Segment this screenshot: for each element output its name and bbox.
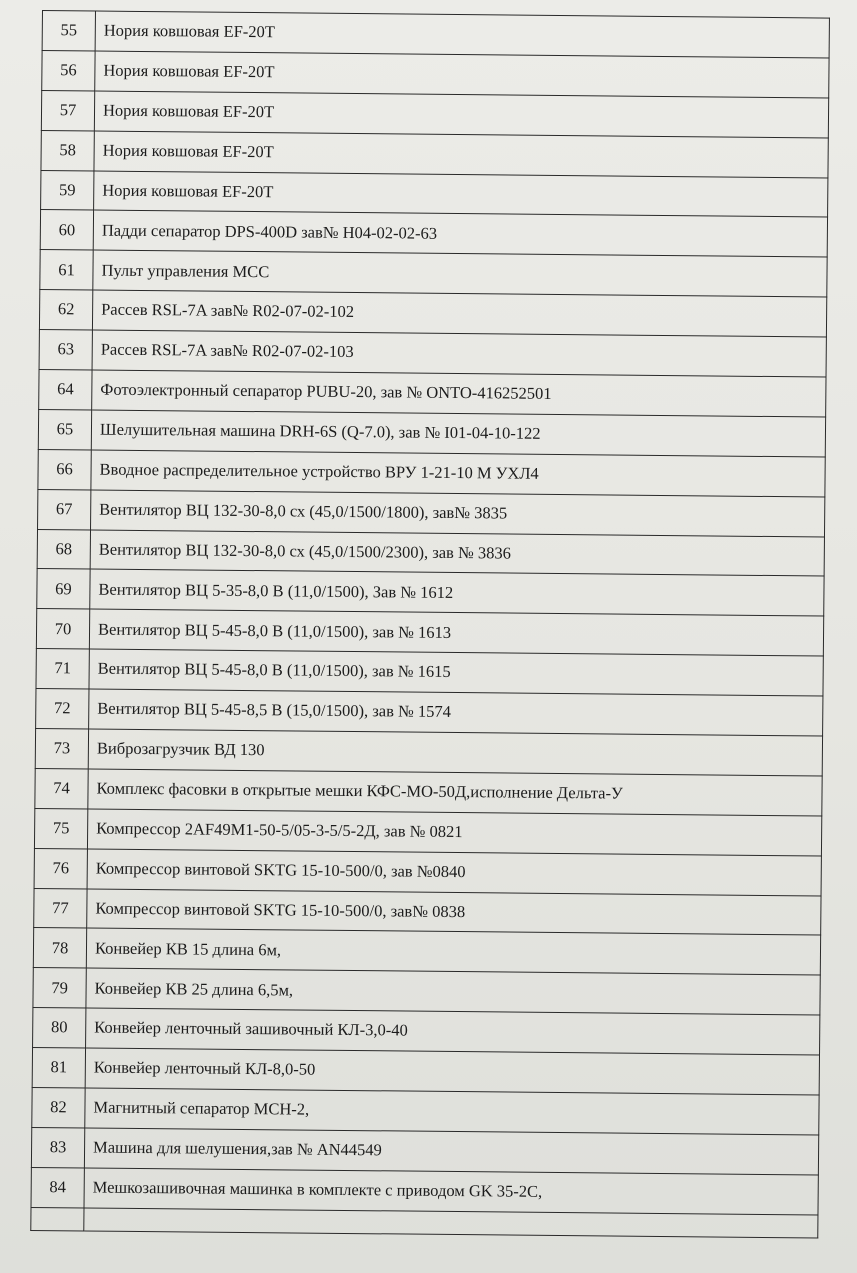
equipment-name: Конвейер ленточный КЛ-8,0-50 [85,1048,819,1095]
equipment-name: Нория ковшовая EF-20T [95,11,829,58]
equipment-name: Мешкозашивочная машинка в комплекте с приводом GK 35-2C, [84,1168,818,1215]
row-number: 69 [37,569,90,609]
equipment-name: Рассев RSL-7A зав№ R02-07-02-102 [92,290,826,337]
row-number: 78 [33,928,86,968]
row-number: 84 [31,1167,84,1207]
row-number: 68 [37,529,90,569]
equipment-table [30,10,830,1238]
row-number: 60 [40,210,93,250]
equipment-name: Компрессор 2AF49M1-50-5/05-3-5/5-2Д, зав № 0821 [87,809,821,856]
equipment-name: Вентилятор ВЦ 5-45-8,5 В (15,0/1500), зав № 1574 [89,689,823,736]
equipment-name: Вентилятор ВЦ 5-45-8,0 В (11,0/1500), зав № 1615 [89,649,823,696]
row-number: 74 [35,768,88,808]
equipment-name: Конвейер КВ 15 длина 6м, [86,928,820,975]
row-number: 82 [32,1088,85,1128]
row-number: 64 [39,370,92,410]
equipment-name: Вентилятор ВЦ 132-30-8,0 сх (45,0/1500/1800), зав№ 3835 [91,490,825,537]
equipment-name: Вентилятор ВЦ 5-35-8,0 В (11,0/1500), Зав № 1612 [90,569,824,616]
row-number: 61 [40,250,93,290]
equipment-table-body [31,11,830,1238]
equipment-name: Компрессор винтовой SKTG 15-10-500/0, зав№ 0838 [87,889,821,936]
row-number: 76 [34,848,87,888]
equipment-name: Рассев RSL-7A зав№ R02-07-02-103 [92,330,826,377]
row-number: 66 [38,449,91,489]
row-number-empty [31,1207,84,1231]
equipment-name: Нория ковшовая EF-20T [95,51,829,98]
equipment-name: Компрессор винтовой SKTG 15-10-500/0, зав №0840 [87,849,821,896]
row-number: 65 [38,409,91,449]
row-number: 70 [36,609,89,649]
equipment-name: Нория ковшовая EF-20T [94,171,828,218]
row-number: 56 [42,50,95,90]
equipment-name: Нория ковшовая EF-20T [94,91,828,138]
row-number: 73 [35,729,88,769]
row-number: 71 [36,649,89,689]
equipment-name: Вентилятор ВЦ 5-45-8,0 В (11,0/1500), зав № 1613 [89,609,823,656]
equipment-name: Нория ковшовая EF-20T [94,131,828,178]
equipment-name: Машина для шелушения,зав № AN44549 [84,1128,818,1175]
row-number: 79 [33,968,86,1008]
row-number: 72 [36,689,89,729]
row-number: 55 [42,11,95,51]
row-number: 75 [34,808,87,848]
row-number: 58 [41,130,94,170]
row-number: 81 [32,1048,85,1088]
equipment-name: Вентилятор ВЦ 132-30-8,0 сх (45,0/1500/2300), зав № 3836 [90,530,824,577]
row-number: 67 [38,489,91,529]
row-number: 80 [33,1008,86,1048]
row-number: 77 [34,888,87,928]
row-number: 83 [31,1127,84,1167]
equipment-name: Фотоэлектронный сепаратор PUBU-20, зав № ONTO-416252501 [92,370,826,417]
equipment-name: Виброзагрузчик ВД 130 [88,729,822,776]
equipment-name: Комплекс фасовки в открытые мешки КФС-МО-50Д,исполнение Дельта-У [88,769,822,816]
row-number: 59 [41,170,94,210]
document-sheet [30,10,830,1238]
equipment-name: Конвейер КВ 25 длина 6,5м, [86,968,820,1015]
row-number: 63 [39,330,92,370]
equipment-name: Шелушительная машина DRH-6S (Q-7.0), зав № I01-04-10-122 [91,410,825,457]
row-number: 57 [41,90,94,130]
row-number: 62 [39,290,92,330]
equipment-name: Пульт управления МСС [93,250,827,297]
equipment-name: Магнитный сепаратор МСН-2, [85,1088,819,1135]
equipment-name: Падди сепаратор DPS-400D зав№ H04-02-02-63 [93,210,827,257]
equipment-name: Конвейер ленточный зашивочный КЛ-3,0-40 [86,1008,820,1055]
equipment-name: Вводное распределительное устройство ВРУ 1-21-10 М УХЛ4 [91,450,825,497]
